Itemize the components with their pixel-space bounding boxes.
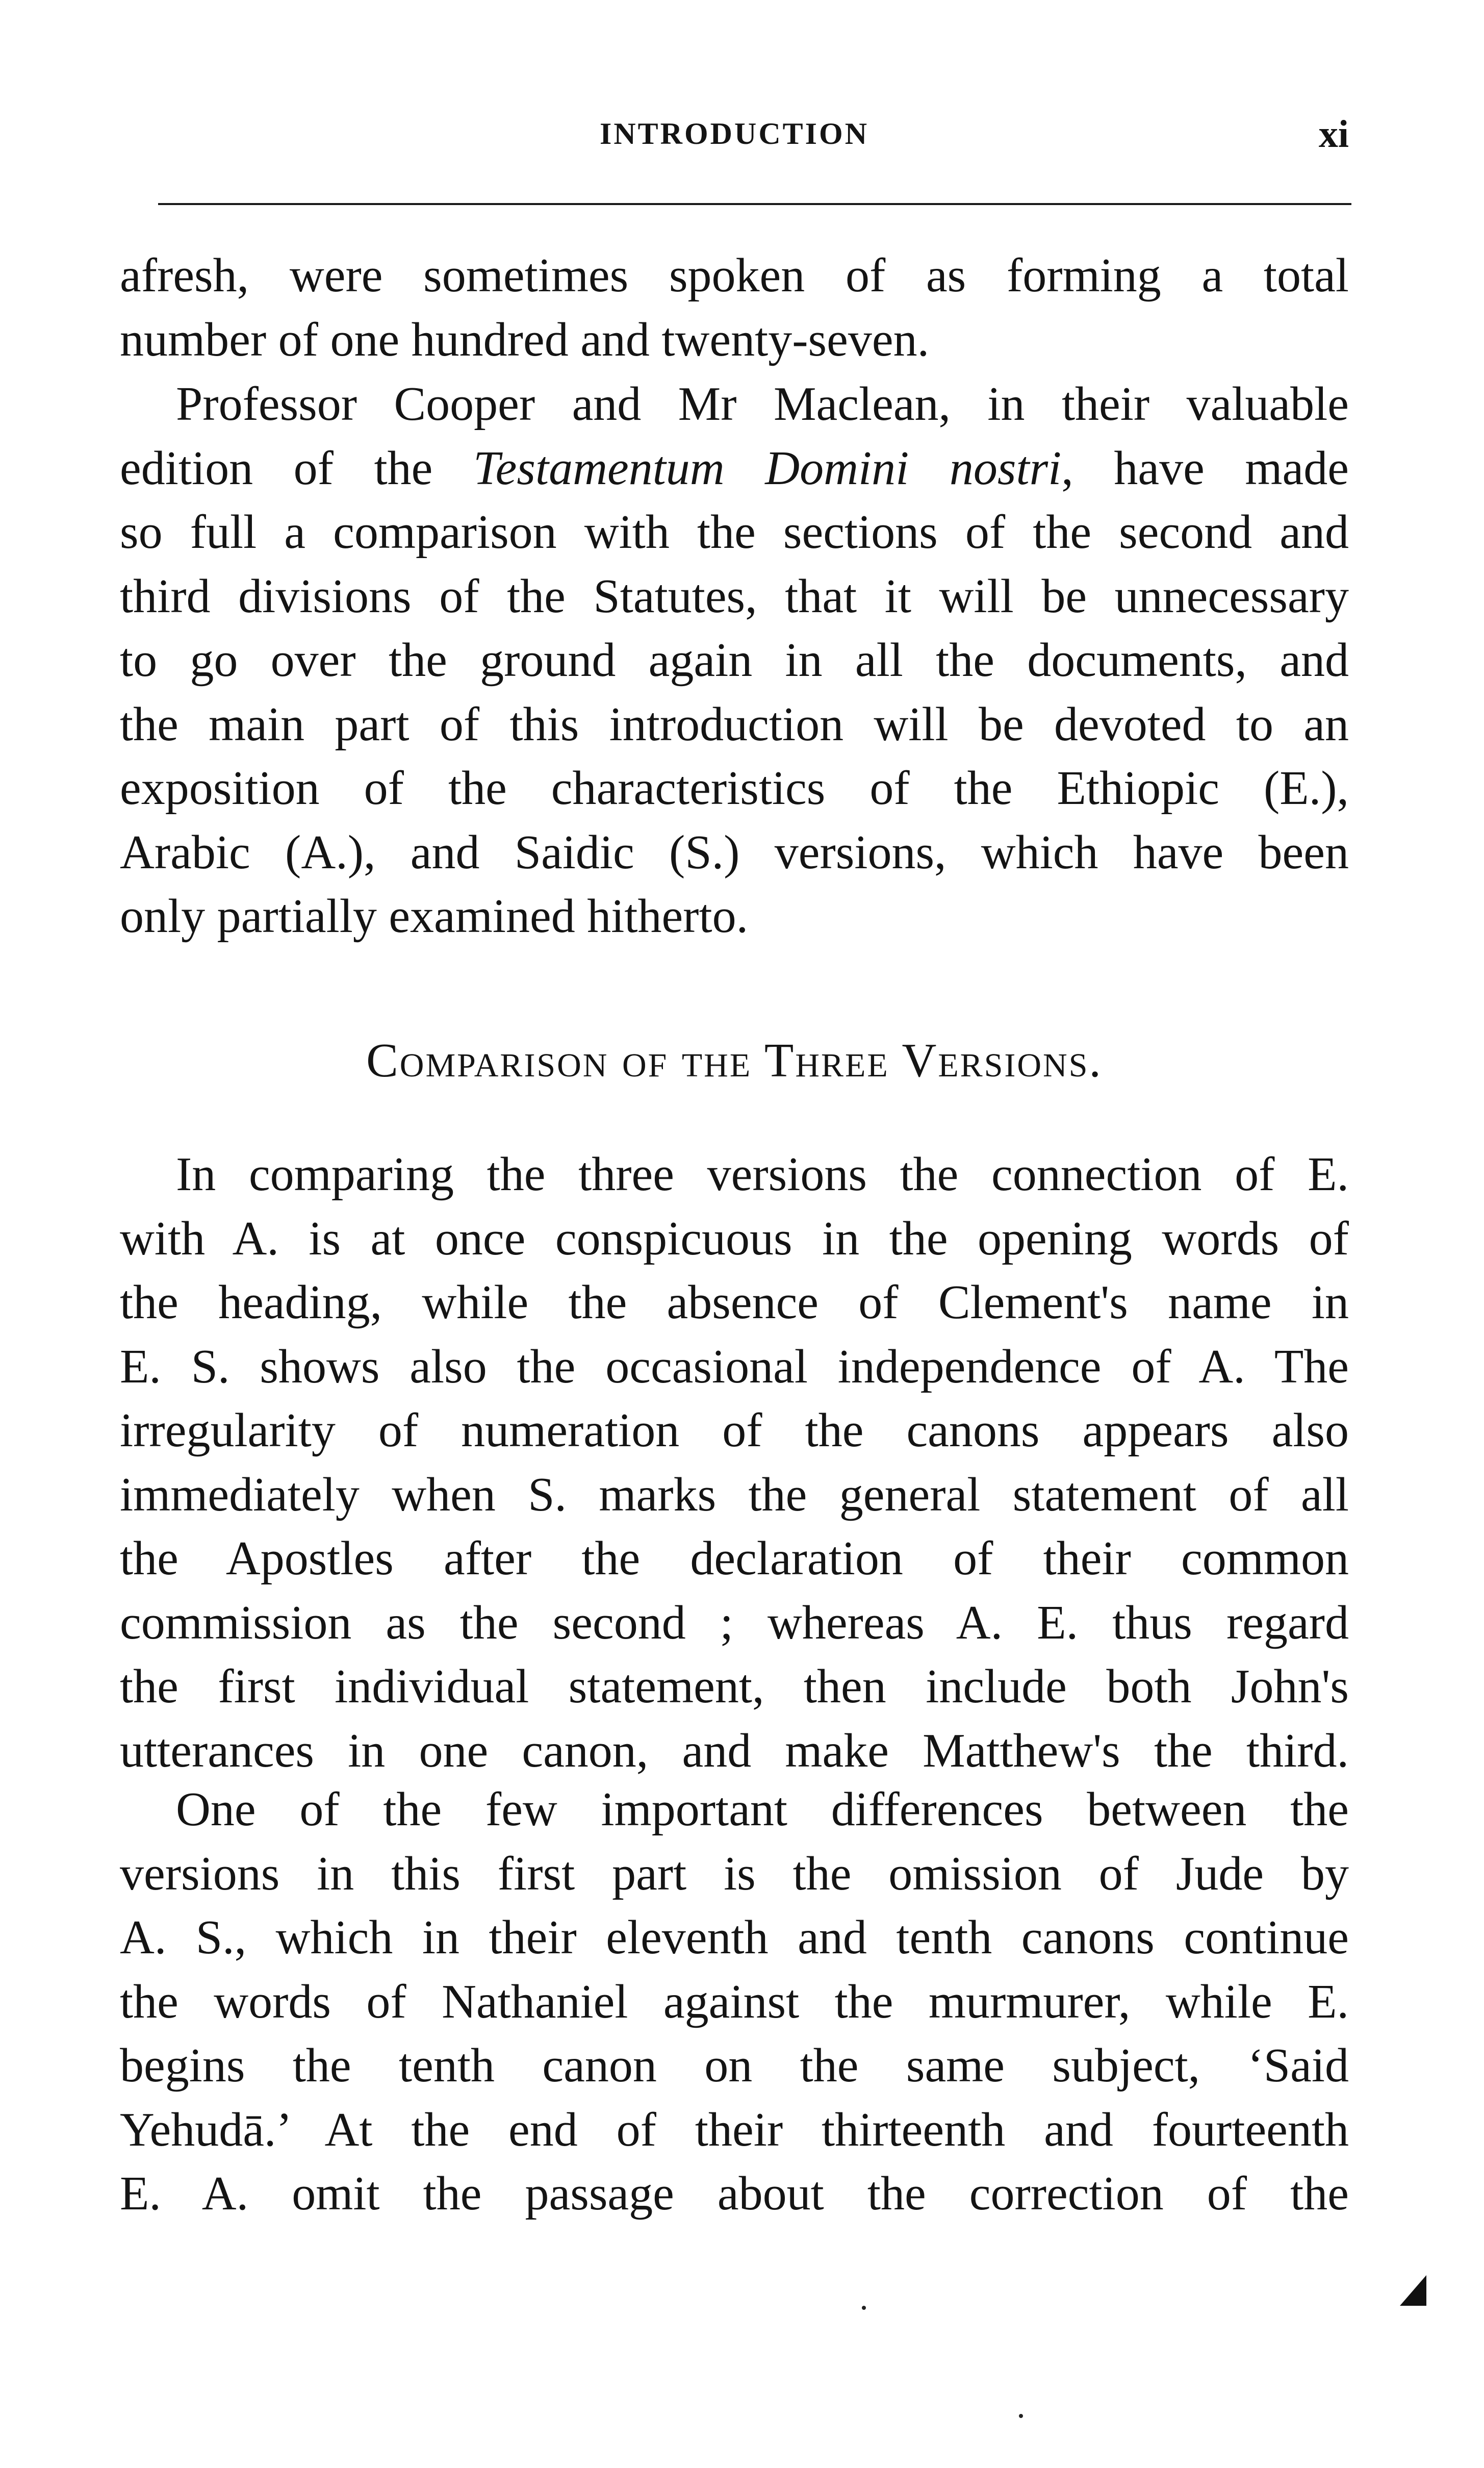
scan-speck (1019, 2414, 1023, 2418)
text-run: , have made (1061, 441, 1349, 495)
scan-mark (1400, 2275, 1426, 2306)
running-head (120, 113, 1349, 157)
header-rule (158, 203, 1351, 205)
text-line: versions in this first part is the omission of Jude by (120, 1847, 1349, 1900)
paragraph-continued (120, 244, 1349, 372)
text-line: afresh, were sometimes spoken of as forming a total (120, 249, 1349, 302)
page-number: xi (1318, 113, 1349, 156)
scan-speck (862, 2306, 866, 2310)
text-line: with A. is at once conspicuous in the opening words of (120, 1212, 1349, 1265)
text-line: immediately when S. marks the general statement of all (120, 1468, 1349, 1521)
text-line: A. S., which in their eleventh and tenth canons continue (120, 1911, 1349, 1964)
text-run: edition of the (120, 441, 474, 495)
text-line: the Apostles after the declaration of their common (120, 1532, 1349, 1585)
text-line: In comparing the three versions the connection of E. (176, 1148, 1349, 1201)
text-line: commission as the second ; whereas A. E. thus regard (120, 1596, 1349, 1649)
text-line: Professor Cooper and Mr Maclean, in their valuable (176, 377, 1349, 431)
text-line: to go over the ground again in all the documents, and (120, 634, 1349, 687)
text-line: One of the few important differences between the (176, 1783, 1349, 1836)
text-line: the main part of this introduction will be devoted to an (120, 697, 1349, 751)
text-line: the words of Nathaniel against the murmurer, while E. (120, 1975, 1349, 2028)
text-line: exposition of the characteristics of the Ethiopic (E.), (120, 762, 1349, 815)
text-line: utterances in one canon, and make Matthew's the third. (120, 1724, 1349, 1777)
text-line: irregularity of numeration of the canons appears also (120, 1404, 1349, 1457)
running-title: INTRODUCTION (599, 117, 869, 150)
text-line: the heading, while the absence of Clement's name in (120, 1276, 1349, 1329)
text-line: Yehudā.’ At the end of their thirteenth and fourteenth (120, 2103, 1349, 2156)
text-line: E. A. omit the passage about the correction of the (120, 2167, 1349, 2220)
text-line: the first individual statement, then include both John's (120, 1660, 1349, 1713)
text-line: E. S. shows also the occasional independence of A. The (120, 1340, 1349, 1393)
paragraph-differences (120, 1778, 1349, 2226)
text-line: Arabic (A.), and Saidic (S.) versions, which have been (120, 825, 1349, 879)
section-heading: Comparison of the Three Versions. (366, 1034, 1103, 1087)
text-line: number of one hundred and twenty-seven. (120, 313, 930, 366)
text-line: begins the tenth canon on the same subject, ‘Said (120, 2039, 1349, 2092)
text-line: so full a comparison with the sections of the second and (120, 506, 1349, 559)
book-title: Testamentum Domini nostri (473, 441, 1062, 495)
text-line: third divisions of the Statutes, that it will be unnecessary (120, 569, 1349, 623)
paragraph-comparison (120, 1143, 1349, 1783)
text-line (120, 437, 1349, 501)
text-line: only partially examined hitherto. (120, 890, 749, 943)
paragraph-cooper-maclean (120, 372, 1349, 949)
